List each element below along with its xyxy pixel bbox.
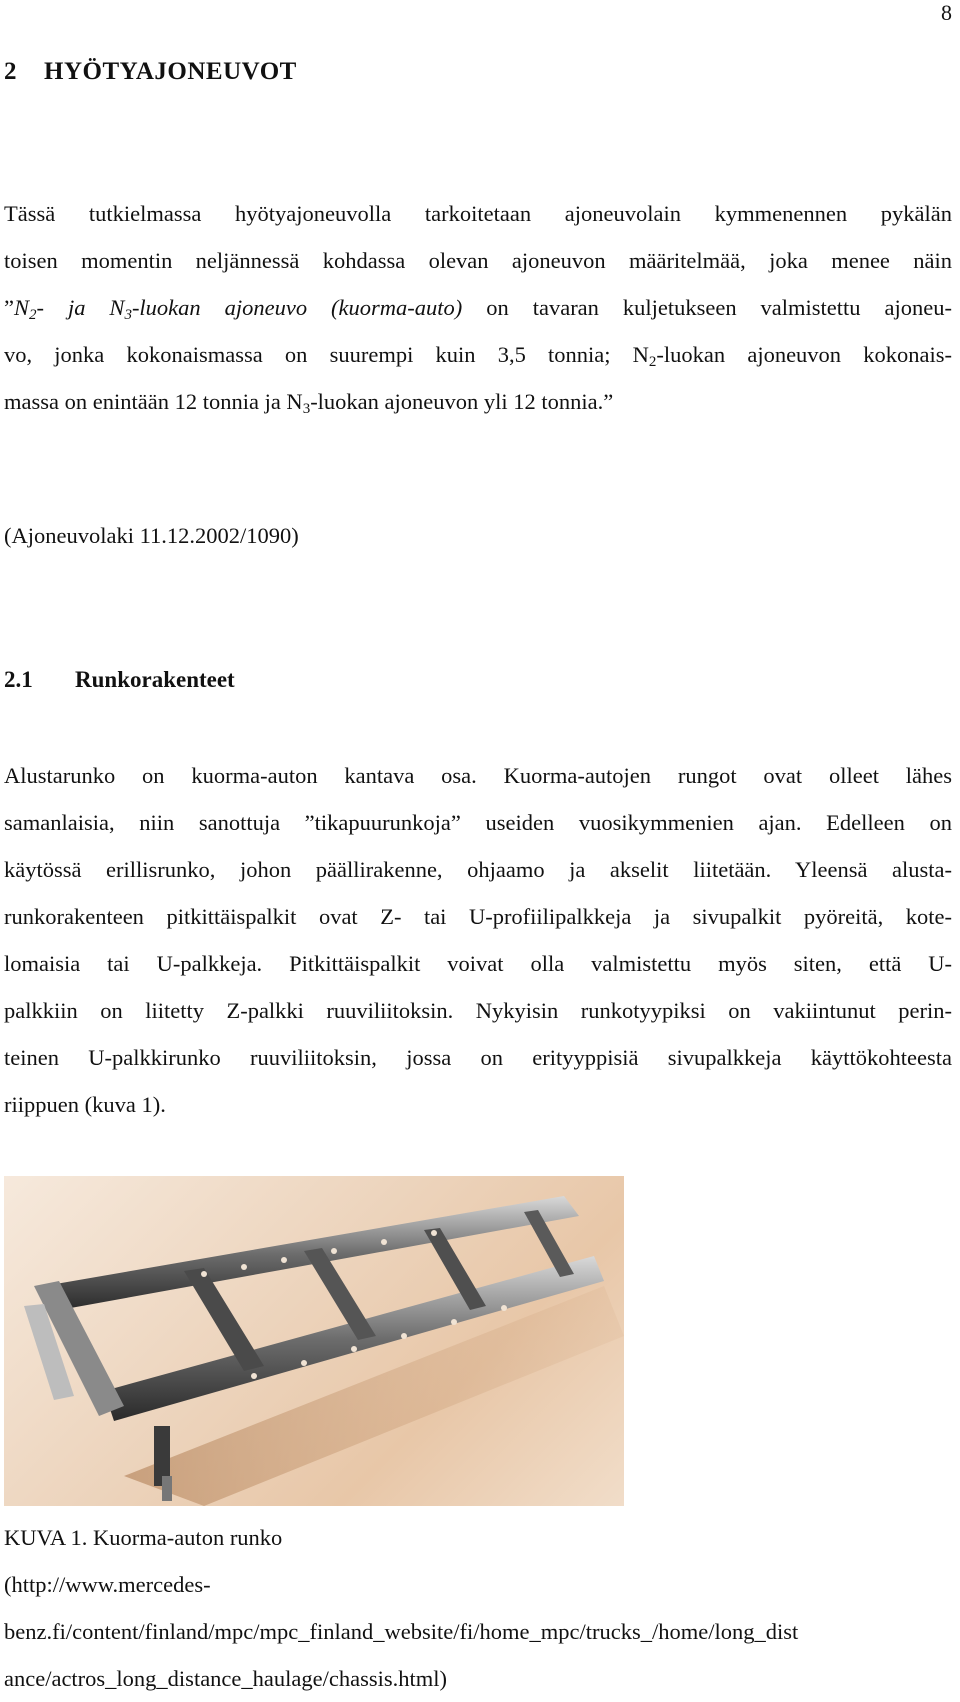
chapter-heading xyxy=(4,58,297,86)
paragraph-line xyxy=(4,284,952,331)
paragraph-line: riippuen (kuva 1). xyxy=(4,1092,166,1117)
paragraph-line: runkorakenteen pitkittäispalkit ovat Z- tai U-profiilipalkkeja ja sivupalkit pyöreitä, kote- xyxy=(4,904,952,929)
caption-line: (http://www.mercedes- xyxy=(4,1572,211,1597)
paragraph-line: teinen U-palkkirunko ruuviliitoksin, jossa on erityyppisiä sivupalkkeja käyttökohteesta xyxy=(4,1045,952,1070)
section-number: 2.1 xyxy=(4,667,33,692)
caption-line: benz.fi/content/finland/mpc/mpc_finland_website/fi/home_mpc/trucks_/home/long_dist xyxy=(4,1619,799,1644)
truck-chassis-image xyxy=(4,1176,624,1506)
chapter-title: HYÖTYAJONEUVOT xyxy=(44,58,297,85)
paragraph-line: käytössä erillisrunko, johon päällirakenne, ohjaamo ja akselit liitetään. Yleensä alusta- xyxy=(4,857,952,882)
paragraph-line: toisen momentin neljännessä kohdassa olevan ajoneuvon määritelmää, joka menee näin xyxy=(4,248,952,273)
paragraph-line: massa on enintään 12 tonnia ja $N_3$-luokan ajoneuvon yli 12 tonnia.” xyxy=(4,389,614,417)
chassis-paragraph xyxy=(4,752,952,1128)
section-heading xyxy=(4,667,235,693)
paragraph-text: on tavaran kuljetukseen valmistettu ajoneu- xyxy=(462,295,952,320)
definition-paragraph xyxy=(4,190,952,425)
italic-term: $N_2-$ ja $N_3$-luokan ajoneuvo (kuorma-auto) xyxy=(14,295,463,323)
section-title: Runkorakenteet xyxy=(75,667,235,692)
paragraph-line: lomaisia tai U-palkkeja. Pitkittäispalkit voivat olla valmistettu myös siten, että U- xyxy=(4,951,952,976)
caption-line: ance/actros_long_distance_haulage/chassis.html) xyxy=(4,1666,447,1691)
chassis-illustration xyxy=(4,1176,624,1506)
page-number: 8 xyxy=(941,0,952,25)
figure-caption xyxy=(4,1514,952,1702)
paragraph-line: palkkiin on liitetty Z-palkki ruuviliitoksin. Nykyisin runkotyypiksi on vakiintunut perin- xyxy=(4,998,952,1023)
caption-line: KUVA 1. Kuorma-auton runko xyxy=(4,1525,283,1550)
paragraph-line: samanlaisia, niin sanottuja ”tikapuurunkoja” useiden vuosikymmenien ajan. Edelleen on xyxy=(4,810,952,835)
quote-mark: ” xyxy=(4,295,14,320)
paragraph-line: vo, jonka kokonaismassa on suurempi kuin 3,5 tonnia; $N_2$-luokan ajoneuvon kokonais- xyxy=(4,342,952,370)
chapter-number: 2 xyxy=(4,58,17,85)
paragraph-line: Tässä tutkielmassa hyötyajoneuvolla tarkoitetaan ajoneuvolain kymmenennen pykälän xyxy=(4,201,952,226)
paragraph-line: Alustarunko on kuorma-auton kantava osa. Kuorma-autojen rungot ovat olleet lähes xyxy=(4,763,952,788)
law-citation: (Ajoneuvolaki 11.12.2002/1090) xyxy=(4,523,299,548)
